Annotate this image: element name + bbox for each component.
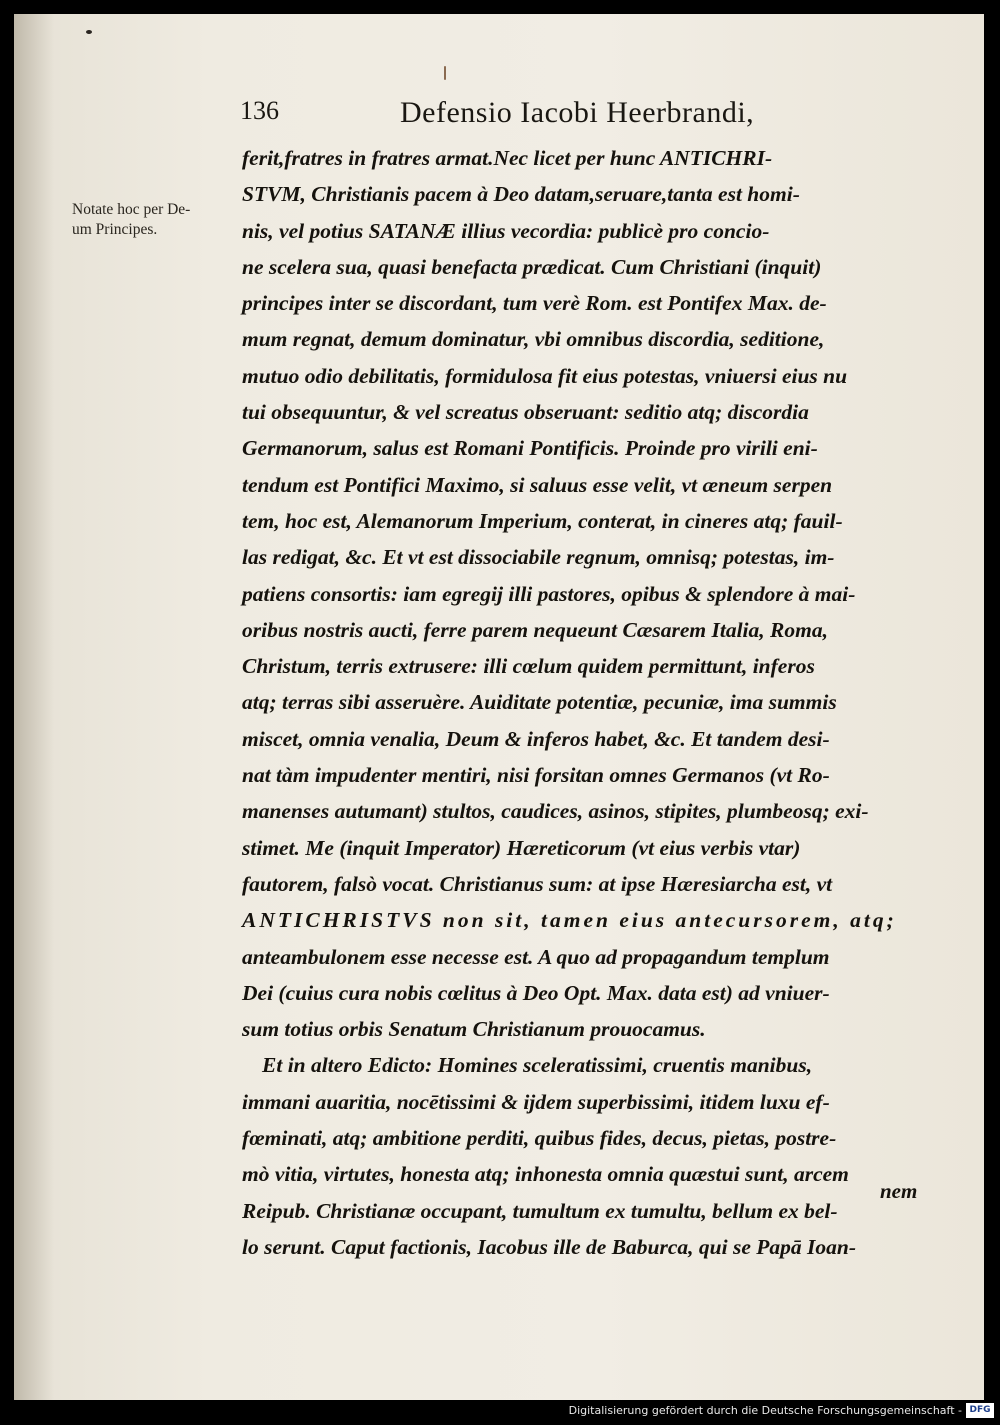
text-line: tui obsequuntur, & vel screatus obseruant: seditio atq; discordia: [242, 400, 809, 425]
text-line: Reipub. Christianæ occupant, tumultum ex tumultu, bellum ex bel-: [242, 1198, 838, 1223]
text-line: ne scelera sua, quasi benefacta prædicat. Cum Christiani (inquit): [242, 254, 822, 279]
text-line: sum totius orbis Senatum Christianum prouocamus.: [242, 1017, 706, 1042]
text-line: Et in altero Edicto: Homines sceleratissimi, cruentis manibus,: [262, 1053, 813, 1078]
text-line: immani auaritia, nocētissimi & ijdem superbissimi, itidem luxu ef-: [242, 1089, 830, 1114]
book-page: [14, 14, 984, 1400]
text-line: fautorem, falsò vocat. Christianus sum: at ipse Hæresiarcha est, vt: [242, 871, 833, 896]
text-line: mutuo odio debilitatis, formidulosa fit eius potestas, vniuersi eius nu: [242, 363, 848, 388]
text-line: miscet, omnia venalia, Deum & inferos habet, &c. Et tandem desi-: [242, 726, 830, 751]
page-number: 136: [240, 96, 279, 125]
running-title: Defensio Iacobi Heerbrandi,: [400, 96, 755, 129]
digitization-footer: [0, 1400, 1000, 1425]
text-line: oribus nostris aucti, ferre parem nequeunt Cæsarem Italia, Roma,: [242, 617, 828, 642]
text-line: nis, vel potius SATANÆ illius vecordia: publicè pro concio-: [242, 218, 770, 243]
text-line: Christum, terris extrusere: illi cœlum quidem permittunt, inferos: [242, 654, 815, 679]
catchword: nem: [880, 1179, 918, 1203]
text-line: mum regnat, demum dominatur, vbi omnibus discordia, seditione,: [242, 327, 825, 352]
text-line: fœminati, atq; ambitione perditi, quibus fides, decus, pietas, postre-: [242, 1126, 837, 1151]
gutter-shadow: [14, 14, 54, 1400]
text-line: patiens consortis: iam egregij illi pastores, opibus & splendore à mai-: [242, 581, 856, 606]
dfg-logo-icon: DFG: [966, 1403, 994, 1418]
text-line: lo serunt. Caput factionis, Iacobus ille de Baburca, qui se Papā Ioan-: [242, 1234, 857, 1259]
text-line: stimet. Me (inquit Imperator) Hæreticorum (vt eius verbis vtar): [242, 835, 801, 860]
text-line: mò vitia, virtutes, honesta atq; inhonesta omnia quæstui sunt, arcem: [242, 1162, 849, 1187]
text-line: ANTICHRISTVS non sit, tamen eius antecursorem, atq;: [242, 908, 897, 933]
text-line: atq; terras sibi asseruère. Auiditate potentiæ, pecuniæ, ima summis: [242, 690, 837, 715]
text-line: principes inter se discordant, tum verè Rom. est Pontifex Max. de-: [242, 291, 827, 316]
text-line: Germanorum, salus est Romani Pontificis. Proinde pro virili eni-: [242, 436, 818, 461]
text-line: Dei (cuius cura nobis cœlitus à Deo Opt. Max. data est) ad vniuer-: [242, 980, 830, 1005]
ink-speck: [86, 30, 92, 34]
margin-note-line: um Principes.: [72, 221, 158, 238]
text-line: ferit,fratres in fratres armat.Nec licet per hunc ANTICHRI-: [242, 146, 773, 170]
text-line: tem, hoc est, Alemanorum Imperium, conterat, in cineres atq; fauil-: [242, 508, 843, 533]
text-line: anteambulonem esse necesse est. A quo ad propagandum templum: [242, 944, 830, 969]
margin-note: [72, 200, 242, 240]
page-header: [240, 96, 940, 136]
text-line: manenses autumant) stultos, caudices, asinos, stipites, plumbeosq; exi-: [242, 799, 869, 824]
body-text: [242, 140, 942, 1265]
footer-credit: Digitalisierung gefördert durch die Deutsche Forschungsgemeinschaft -: [568, 1404, 962, 1417]
text-line: nat tàm impudenter mentiri, nisi forsitan omnes Germanos (vt Ro-: [242, 763, 830, 788]
text-line: tendum est Pontifici Maximo, si saluus esse velit, vt æneum serpen: [242, 472, 833, 497]
ink-speck: [444, 66, 446, 80]
text-line: STVM, Christianis pacem à Deo datam,seruare,tanta est homi-: [242, 182, 800, 207]
text-line: las redigat, &c. Et vt est dissociabile regnum, omnisq; potestas, im-: [242, 545, 835, 570]
margin-note-line: Notate hoc per De-: [72, 201, 191, 218]
